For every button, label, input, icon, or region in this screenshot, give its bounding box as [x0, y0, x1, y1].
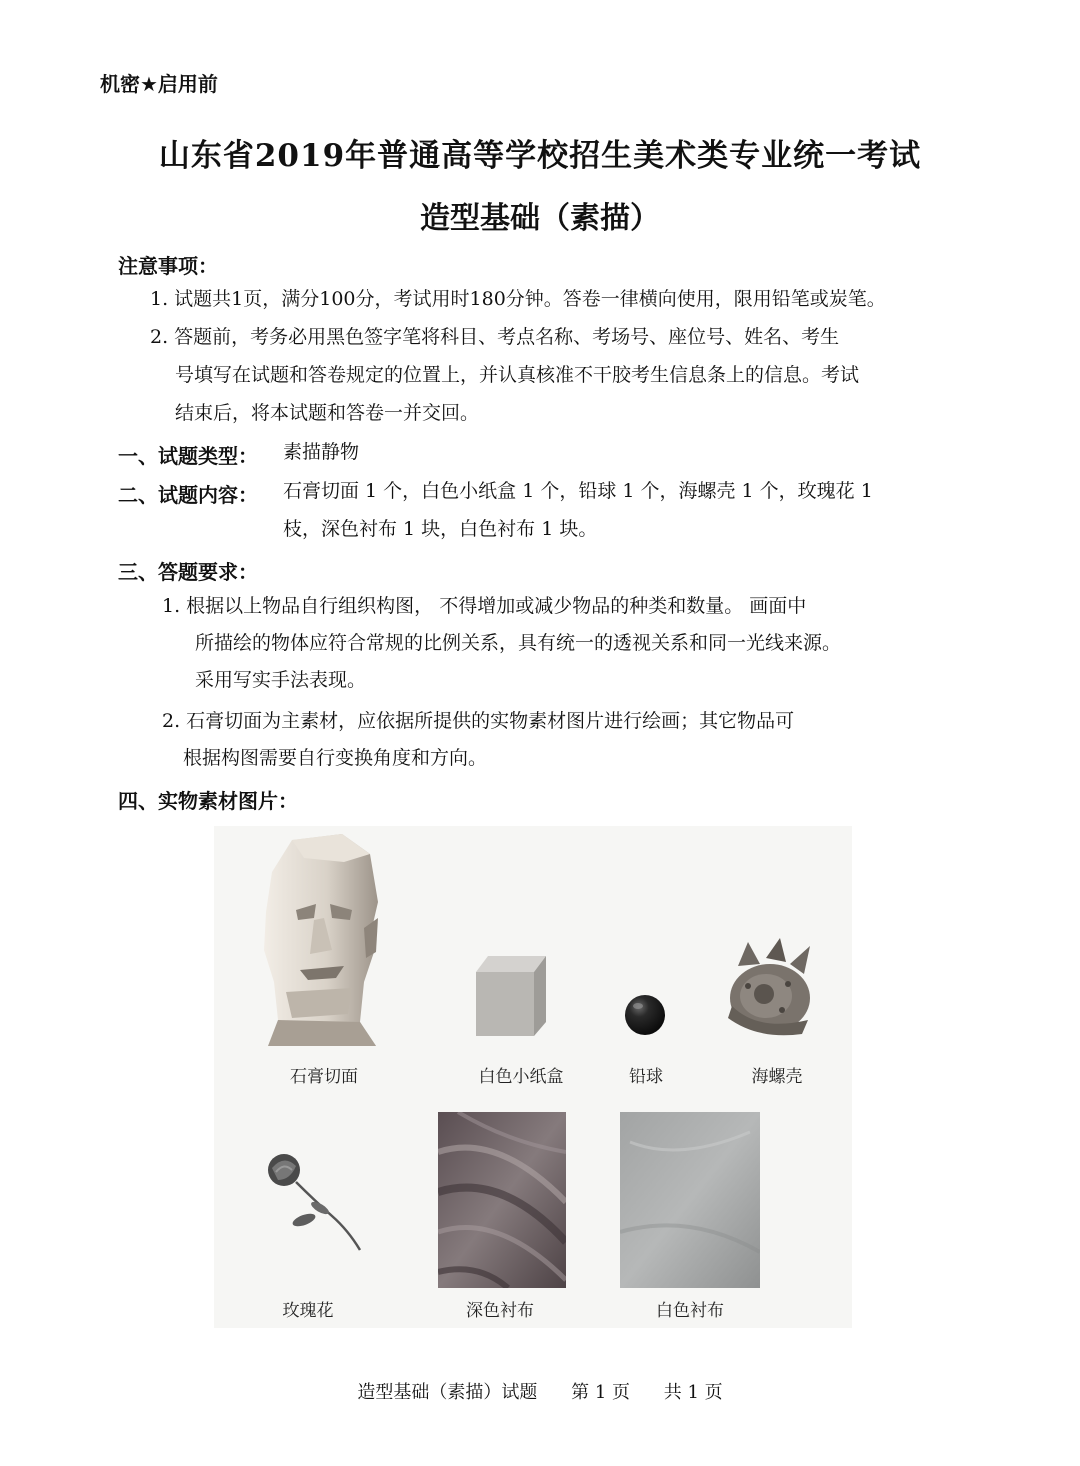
dark-cloth-icon: [438, 1112, 566, 1288]
section-2-heading: 二、试题内容：: [118, 483, 258, 507]
section-2-line-2: 枝，深色衬布 1 块，白色衬布 1 块。: [283, 518, 598, 540]
rose-icon: [262, 1150, 366, 1256]
caption-conch-shell: 海螺壳: [751, 1067, 803, 1087]
section-1-heading: 一、试题类型：: [118, 444, 258, 468]
notice-heading: 注意事项：: [118, 254, 218, 278]
shot-put-ball-icon: [622, 992, 668, 1038]
notice-item-2-line-3: 结束后，将本试题和答卷一并交回。: [175, 402, 480, 424]
section-4-heading: 四、实物素材图片：: [118, 789, 298, 813]
footer-subject: 造型基础（素描）试题: [357, 1382, 538, 1403]
caption-rose: 玫瑰花: [282, 1301, 334, 1321]
subject-title: 造型基础（素描）: [420, 201, 660, 236]
caption-white-cloth: 白色衬布: [656, 1301, 724, 1321]
notice-item-2-line-2: 号填写在试题和答卷规定的位置上，并认真核准不干胶考生信息条上的信息。考试: [175, 364, 860, 386]
requirement-1-line-3: 采用写实手法表现。: [195, 669, 367, 691]
caption-plaster-head: 石膏切面: [290, 1067, 358, 1087]
notice-item-1: 1. 试题共1页，满分100分，考试用时180分钟。答卷一律横向使用，限用铅笔或炭笔。: [150, 288, 886, 310]
footer-total-pages: 共 1 页: [663, 1382, 723, 1403]
exam-title: 山东省2019年普通高等学校招生美术类专业统一考试: [158, 138, 922, 174]
plaster-head-icon: [252, 832, 388, 1052]
footer-page-number: 第 1 页: [571, 1382, 630, 1403]
caption-dark-cloth: 深色衬布: [466, 1301, 534, 1321]
caption-shot-put: 铅球: [629, 1067, 663, 1087]
section-1-content: 素描静物: [283, 441, 360, 463]
caption-paper-box: 白色小纸盒: [478, 1067, 564, 1087]
requirement-2-line-2: 根据构图需要自行变换角度和方向。: [183, 747, 488, 769]
page-footer: [0, 1378, 1080, 1404]
paper-box-icon: [470, 952, 552, 1040]
section-2-line-1: 石膏切面 1 个，白色小纸盒 1 个，铅球 1 个，海螺壳 1 个，玫瑰花 1: [283, 480, 873, 502]
secret-mark: 机密★启用前: [100, 72, 218, 96]
section-3-heading: 三、答题要求：: [118, 560, 258, 584]
requirement-1-line-1: 1. 根据以上物品自行组织构图， 不得增加或减少物品的种类和数量。 画面中: [162, 595, 807, 617]
conch-shell-icon: [718, 936, 822, 1040]
notice-item-2-line-1: 2. 答题前，考务必用黑色签字笔将科目、考点名称、考场号、座位号、姓名、考生: [150, 326, 840, 348]
requirement-1-line-2: 所描绘的物体应符合常规的比例关系，具有统一的透视关系和同一光线来源。: [195, 632, 842, 654]
white-cloth-icon: [620, 1112, 760, 1288]
requirement-2-line-1: 2. 石膏切面为主素材，应依据所提供的实物素材图片进行绘画；其它物品可: [162, 710, 795, 732]
